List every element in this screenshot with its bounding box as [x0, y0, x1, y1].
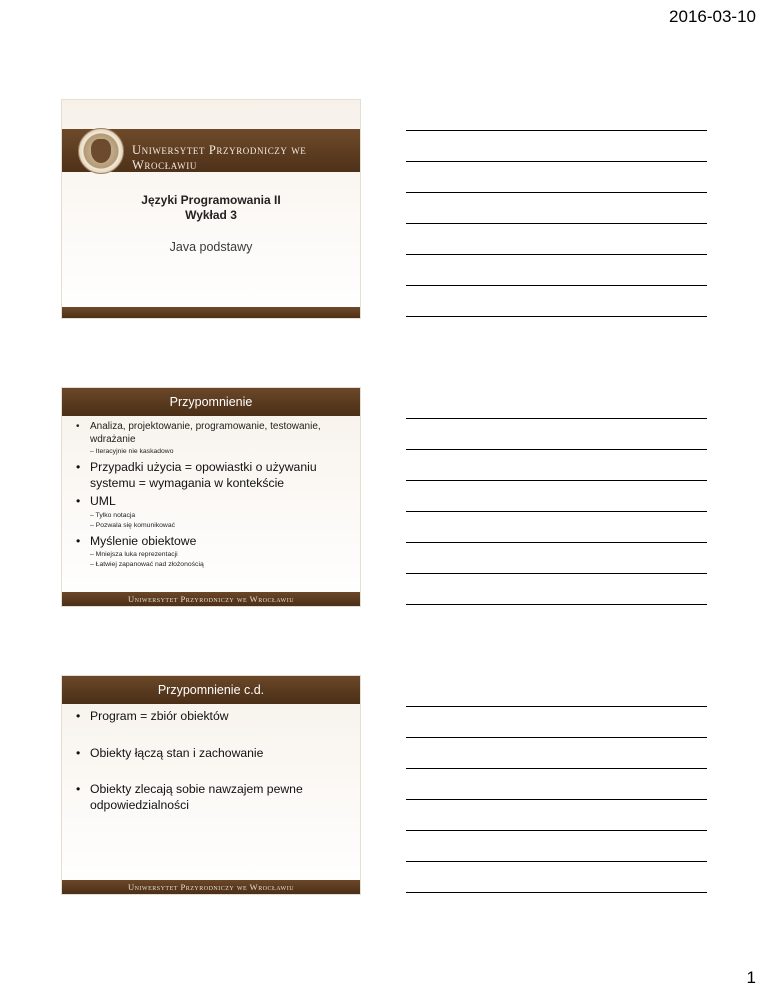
bullet-item: • Przypadki użycia = opowiastki o używaniu systemu = wymagania w kontekście	[76, 460, 350, 491]
note-line	[406, 892, 707, 893]
slide-footer: Uniwersytet Przyrodniczy we Wrocławiu	[62, 880, 360, 894]
slide-title	[61, 99, 361, 319]
slide-footer: Uniwersytet Przyrodniczy we Wrocławiu	[62, 592, 360, 606]
note-line	[406, 573, 707, 574]
note-line	[406, 130, 707, 131]
bullet-item: • Obiekty zlecają sobie nawzajem pewne odpowiedzialności	[76, 782, 350, 813]
bullet-item: • Myślenie obiektowe	[76, 534, 350, 550]
note-line	[406, 830, 707, 831]
note-line	[406, 799, 707, 800]
university-seal-icon	[78, 128, 124, 174]
lecture-subtitle: Java podstawy	[169, 240, 253, 254]
note-line	[406, 480, 707, 481]
note-line	[406, 161, 707, 162]
slide-header: Przypomnienie	[62, 388, 360, 416]
bullet-item: • UML	[76, 494, 350, 510]
lecture-title-line1: Języki Programowania II	[141, 193, 281, 207]
note-line	[406, 511, 707, 512]
note-line	[406, 542, 707, 543]
bullet-item: • Program = zbiór obiektów	[76, 709, 350, 725]
lecture-title-line2: Wykład 3	[185, 208, 237, 222]
university-name: Uniwersytet Przyrodniczy we Wrocławiu	[132, 143, 307, 172]
note-line	[406, 254, 707, 255]
sub-bullet-item: – Mniejsza luka reprezentacji	[90, 551, 178, 558]
note-line	[406, 418, 707, 419]
note-line	[406, 706, 707, 707]
note-line	[406, 192, 707, 193]
bullet-list	[76, 709, 350, 834]
note-line	[406, 223, 707, 224]
note-line	[406, 737, 707, 738]
sub-bullet-item: – Tylko notacja	[90, 511, 136, 519]
bullet-item: • Obiekty łączą stan i zachowanie	[76, 746, 350, 762]
sub-bullet-item: – Łatwiej zapanować nad złożonością	[90, 561, 204, 568]
note-line	[406, 861, 707, 862]
slide-bottom-bar	[62, 307, 360, 318]
page-number: 1	[746, 968, 756, 987]
note-line	[406, 316, 707, 317]
page-date: 2016-03-10	[669, 7, 756, 26]
slide-przypomnienie-cd	[61, 675, 361, 895]
note-line	[406, 285, 707, 286]
slide-przypomnienie	[61, 387, 361, 607]
note-line	[406, 449, 707, 450]
sub-bullet-item: – Pozwala się komunikować	[90, 521, 176, 529]
sub-bullet-item: – Iteracyjnie nie kaskadowo	[90, 448, 174, 455]
lecture-title	[62, 193, 360, 223]
bullet-item: • Analiza, projektowanie, programowanie, testowanie, wdrażanie	[76, 420, 350, 446]
note-line	[406, 604, 707, 605]
note-line	[406, 768, 707, 769]
bullet-list	[76, 419, 350, 570]
slide-header: Przypomnienie c.d.	[62, 676, 360, 704]
